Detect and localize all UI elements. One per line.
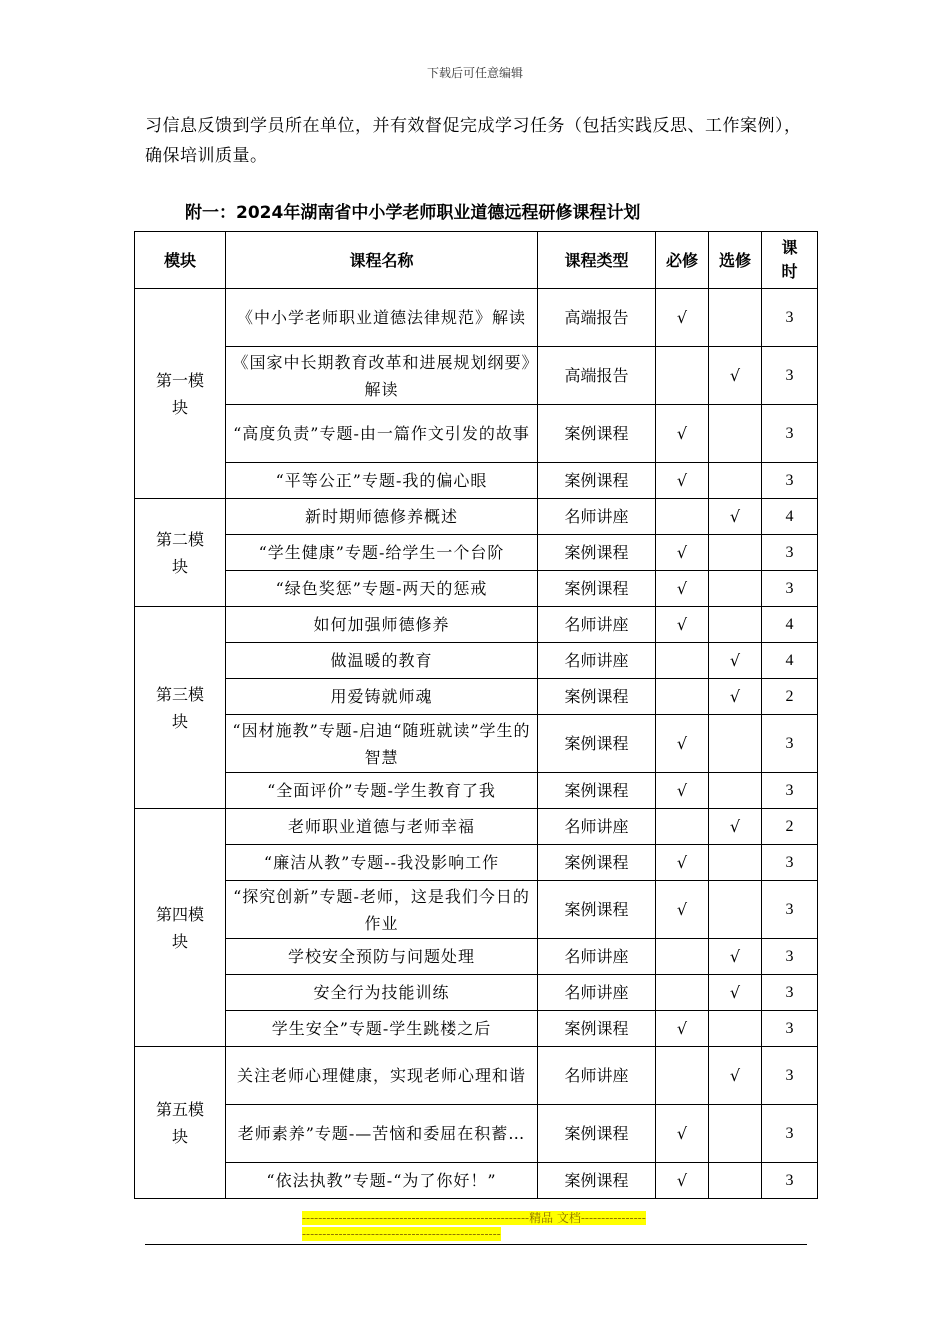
module-name-cell: 第一模 块 [135,289,226,499]
table-row [135,679,818,715]
table-row [135,571,818,607]
hours-cell: 3 [762,975,818,1011]
course-name-cell: 《国家中长期教育改革和进展规划纲要》解读 [226,347,538,405]
course-name-cell: “探究创新”专题-老师，这是我们今日的作业 [226,881,538,939]
hours-cell: 3 [762,571,818,607]
required-cell: √ [656,607,709,643]
elective-cell [709,571,762,607]
hours-cell: 3 [762,405,818,463]
elective-cell: √ [709,809,762,845]
hours-cell: 3 [762,773,818,809]
hours-cell: 3 [762,1047,818,1105]
table-title: 附一：2024年湖南省中小学老师职业道德远程研修课程计划 [185,203,641,223]
course-type-cell: 名师讲座 [538,809,656,845]
course-type-cell: 名师讲座 [538,939,656,975]
elective-cell: √ [709,975,762,1011]
table-row [135,809,818,845]
course-plan-table [134,231,818,1199]
column-header: 课程名称 [226,232,538,289]
body-paragraph: 习信息反馈到学员所在单位，并有效督促完成学习任务（包括实践反思、工作案例），确保培训质量。 [145,116,802,166]
required-cell: √ [656,289,709,347]
hours-cell: 3 [762,289,818,347]
course-type-cell: 案例课程 [538,1105,656,1163]
elective-cell [709,289,762,347]
hours-cell: 3 [762,347,818,405]
footer-note [302,1210,648,1242]
required-cell [656,939,709,975]
course-name-cell: “平等公正”专题-我的偏心眼 [226,463,538,499]
course-name-cell: 学生安全”专题-学生跳楼之后 [226,1011,538,1047]
course-name-cell: 《中小学老师职业道德法律规范》解读 [226,289,538,347]
course-name-cell: “依法执教”专题-“为了你好！” [226,1163,538,1199]
elective-cell [709,405,762,463]
course-type-cell: 案例课程 [538,535,656,571]
required-cell [656,347,709,405]
hours-cell: 3 [762,535,818,571]
course-type-cell: 名师讲座 [538,975,656,1011]
required-cell: √ [656,463,709,499]
elective-cell [709,535,762,571]
hours-cell: 3 [762,715,818,773]
required-cell [656,975,709,1011]
course-type-cell: 名师讲座 [538,643,656,679]
hours-cell: 4 [762,643,818,679]
course-name-cell: “因材施教”专题-启迪“随班就读”学生的智慧 [226,715,538,773]
elective-cell [709,845,762,881]
course-name-cell: “全面评价”专题-学生教育了我 [226,773,538,809]
table-header-row [135,232,818,289]
column-header: 模块 [135,232,226,289]
course-type-cell: 案例课程 [538,571,656,607]
course-type-cell: 案例课程 [538,881,656,939]
table-row [135,939,818,975]
required-cell: √ [656,1011,709,1047]
table-row [135,607,818,643]
course-name-cell: 老师素养”专题-—苦恼和委屈在积蓄… [226,1105,538,1163]
hours-cell: 3 [762,845,818,881]
hours-cell: 3 [762,1011,818,1047]
required-cell: √ [656,773,709,809]
required-cell: √ [656,715,709,773]
course-type-cell: 案例课程 [538,845,656,881]
course-type-cell: 高端报告 [538,347,656,405]
hours-cell: 3 [762,463,818,499]
required-cell: √ [656,405,709,463]
course-name-cell: 老师职业道德与老师幸福 [226,809,538,845]
elective-cell [709,773,762,809]
module-name-cell: 第三模 块 [135,607,226,809]
table-body [135,289,818,1199]
table-row [135,463,818,499]
course-name-cell: 学校安全预防与问题处理 [226,939,538,975]
hours-cell: 2 [762,679,818,715]
table-row [135,845,818,881]
course-type-cell: 案例课程 [538,773,656,809]
course-name-cell: 新时期师德修养概述 [226,499,538,535]
course-name-cell: 做温暖的教育 [226,643,538,679]
hours-cell: 3 [762,1105,818,1163]
hours-cell: 3 [762,1163,818,1199]
column-header: 课程类型 [538,232,656,289]
hours-cell: 3 [762,939,818,975]
course-type-cell: 案例课程 [538,679,656,715]
course-type-cell: 案例课程 [538,715,656,773]
required-cell: √ [656,1105,709,1163]
page-header: 下载后可任意编辑 [426,66,523,80]
elective-cell: √ [709,939,762,975]
required-cell [656,679,709,715]
elective-cell [709,463,762,499]
table-row [135,715,818,773]
table-row [135,773,818,809]
elective-cell: √ [709,643,762,679]
required-cell [656,499,709,535]
footer-divider [145,1244,807,1245]
course-type-cell: 案例课程 [538,1163,656,1199]
table-row [135,881,818,939]
course-type-cell: 名师讲座 [538,1047,656,1105]
column-header: 课时 [762,232,818,289]
table-row [135,289,818,347]
required-cell [656,1047,709,1105]
module-name-cell: 第二模 块 [135,499,226,607]
elective-cell [709,1105,762,1163]
course-type-cell: 案例课程 [538,463,656,499]
table-row [135,499,818,535]
required-cell: √ [656,881,709,939]
required-cell [656,643,709,679]
course-name-cell: 关注老师心理健康，实现老师心理和谐 [226,1047,538,1105]
elective-cell: √ [709,499,762,535]
elective-cell: √ [709,347,762,405]
table-row [135,1105,818,1163]
hours-cell: 3 [762,881,818,939]
table-row [135,643,818,679]
elective-cell [709,1011,762,1047]
course-type-cell: 高端报告 [538,289,656,347]
column-header: 必修 [656,232,709,289]
required-cell: √ [656,535,709,571]
elective-cell: √ [709,1047,762,1105]
course-type-cell: 案例课程 [538,405,656,463]
hours-cell: 4 [762,607,818,643]
course-name-cell: 用爱铸就师魂 [226,679,538,715]
table-row [135,975,818,1011]
course-name-cell: “绿色奖惩”专题-两天的惩戒 [226,571,538,607]
footer-note-text: --------------------------------------------------------精品 文档----------------------------------------------------------------- [302,1211,646,1241]
table-row [135,1163,818,1199]
course-name-cell: “学生健康”专题-给学生一个台阶 [226,535,538,571]
course-type-cell: 案例课程 [538,1011,656,1047]
course-name-cell: 安全行为技能训练 [226,975,538,1011]
module-name-cell: 第五模 块 [135,1047,226,1199]
hours-cell: 2 [762,809,818,845]
elective-cell [709,715,762,773]
table-row [135,1011,818,1047]
elective-cell [709,881,762,939]
course-name-cell: “高度负责”专题-由一篇作文引发的故事 [226,405,538,463]
required-cell: √ [656,1163,709,1199]
elective-cell: √ [709,679,762,715]
elective-cell [709,1163,762,1199]
course-name-cell: “廉洁从教”专题--我没影响工作 [226,845,538,881]
table-row [135,405,818,463]
required-cell [656,809,709,845]
required-cell: √ [656,571,709,607]
course-name-cell: 如何加强师德修养 [226,607,538,643]
required-cell: √ [656,845,709,881]
column-header: 选修 [709,232,762,289]
hours-cell: 4 [762,499,818,535]
table-row [135,535,818,571]
course-type-cell: 名师讲座 [538,499,656,535]
table-row [135,1047,818,1105]
course-type-cell: 名师讲座 [538,607,656,643]
elective-cell [709,607,762,643]
table-row [135,347,818,405]
module-name-cell: 第四模 块 [135,809,226,1047]
